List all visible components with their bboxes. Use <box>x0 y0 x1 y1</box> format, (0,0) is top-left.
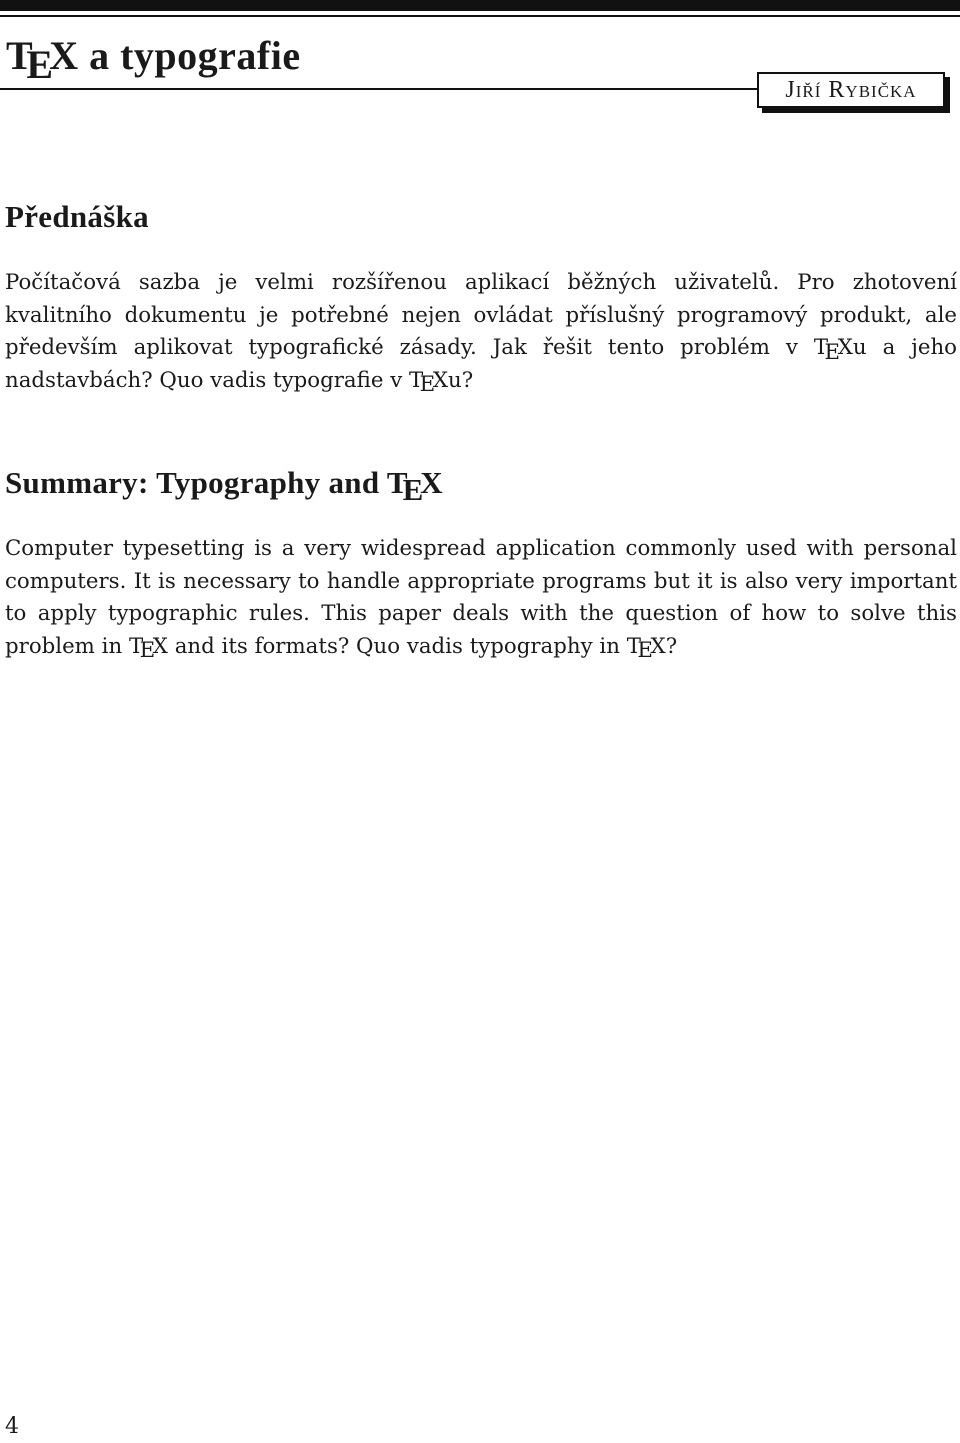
tex-logo: TEX <box>128 633 168 664</box>
paragraph-text: Počítačová sazba je velmi rozšířenou aplikací běžných uživatelů. Pro zhotovení kvalitního dokumentu je potřebné nejen ovládat příslušný programový produkt, ale především aplikovat typografické zásady. Jak řešit tento problém v <box>5 270 957 360</box>
tex-logo: TEX <box>813 335 853 365</box>
page-title <box>6 33 301 87</box>
paragraph-text: Computer typesetting is a very widespread application commonly used with personal computers. It is necessary to handle appropriate programs but it is also very important to apply typographic rules. This paper deals with the question of how to solve this problem in <box>5 536 957 659</box>
paragraph-text: ? <box>665 633 678 659</box>
paragraph-text: u a jeho nadstavbách? Quo vadis typografie v <box>5 335 957 393</box>
tex-logo: TEX <box>6 33 79 87</box>
tex-logo: TEX <box>386 465 443 507</box>
section-paragraph-prednaska <box>5 267 957 397</box>
paragraph-text: and its formats? Quo vadis typography in <box>167 633 627 659</box>
heading-text: Summary: Typography and <box>5 465 387 500</box>
section-heading-prednaska: Přednáška <box>5 199 149 234</box>
section-heading-summary <box>5 464 443 507</box>
title-text: a typografie <box>78 33 301 78</box>
tex-logo: TEX <box>409 367 448 398</box>
author-rule <box>0 88 760 90</box>
page-number: 4 <box>5 1414 19 1439</box>
author-box <box>757 72 945 108</box>
tex-logo: TEX <box>626 633 666 664</box>
section-paragraph-summary <box>5 533 957 663</box>
header-thin-rule <box>0 15 960 17</box>
author-name: Jiří Rybička <box>785 76 917 103</box>
paragraph-text: u? <box>448 367 474 393</box>
header-thick-rule <box>0 0 960 11</box>
